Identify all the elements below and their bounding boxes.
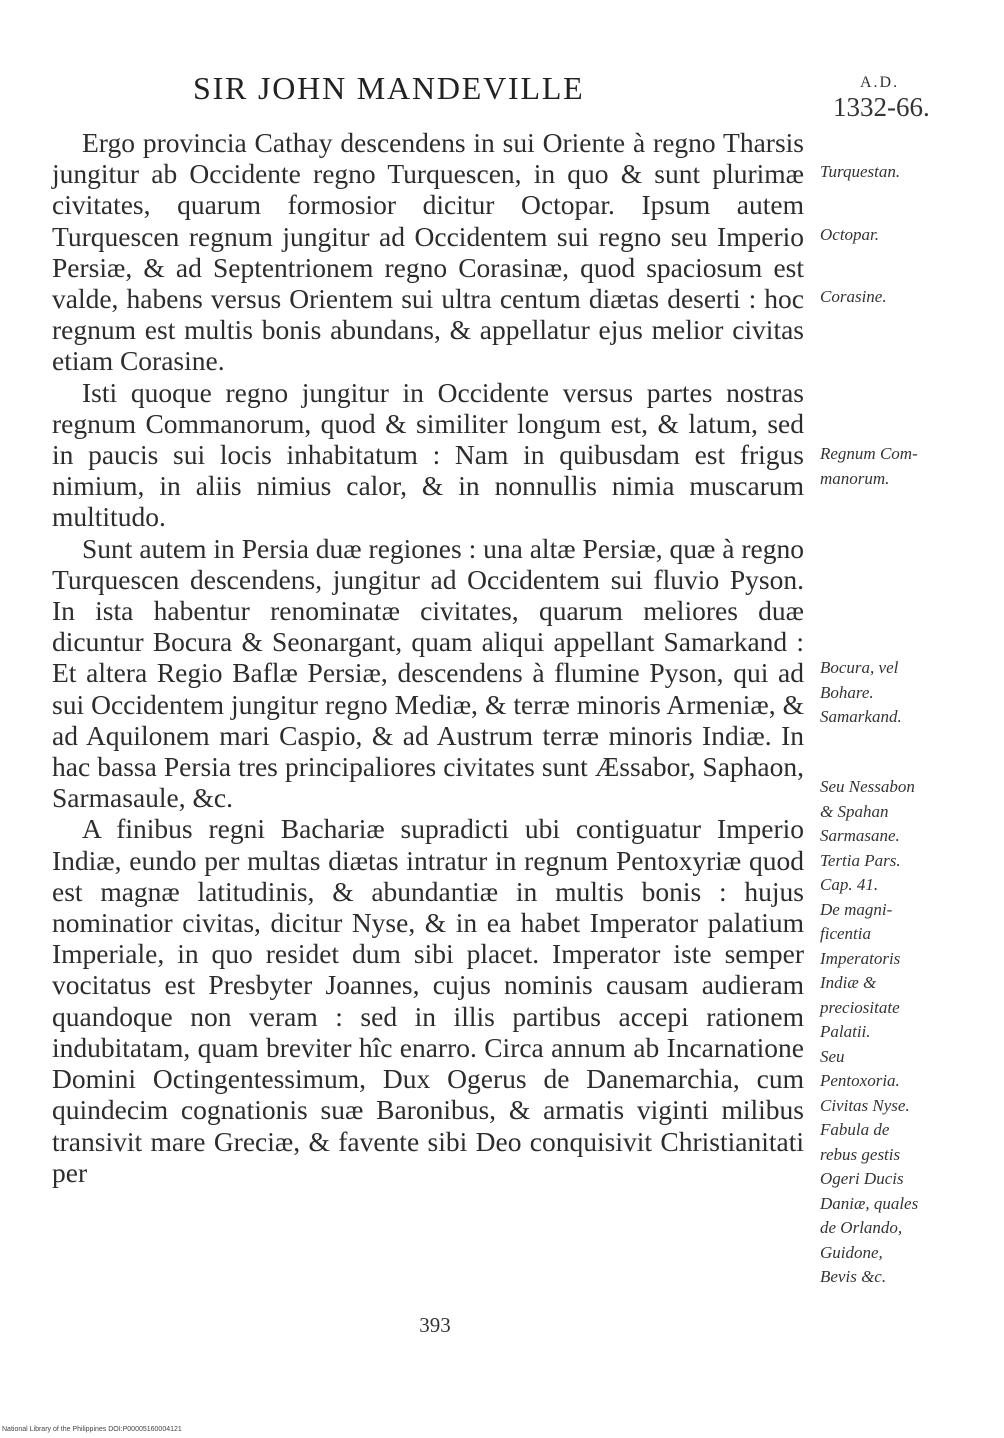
paragraph-cathay: Ergo provincia Cathay descendens in sui Oriente à regno Tharsis jungitur ab Occidente regno Turquescen, in quo & sunt plurimæ civitates, quarum formosior dicitur Octopar. Ipsum autem Turquescen regnum jungitur ad Occidentem sui regno seu Imperio Persiæ, & ad Septentrionem regno Corasinæ, quod spaciosum est valde, habens versus Orientem sui ultra centum diætas deserti : hoc regnum est multis bonis abundans, & appellatur ejus melior civitas etiam Corasine. xyxy=(52,127,804,377)
margin-note-nessabon: Seu Nessabon & Spahan Sarmasane. Tertia Pars. Cap. 41. De magni- ficentia Imperatoris Indiæ & preciositate Palatii. Seu Pentoxoria. Civitas Nyse. Fabula de rebus gestis Ogeri Ducis Daniæ, quales de Orlando, Guidone, Bevis &c. xyxy=(820,777,919,1286)
paragraph-india: A finibus regni Bachariæ supradicti ubi contiguatur Imperio Indiæ, eundo per multas diætas intratur in regnum Pentoxyriæ quod est magnæ latitudinis, & abundantiæ in multis bonis : hujus nominatior civitas, dicitur Nyse, & in ea habet Imperator palatium Imperiale, in quo residet dum sibi placet. Imperator iste semper vocitatus est Presbyter Joannes, cujus nominis causam audieram quandoque non veram : sed in illis partibus accepi rationem indubitatam, quam breviter hîc enarro. Circa annum ab Incarnatione Domini Octingentessimum, Dux Ogerus de Danemarchia, cum quindecim cognationis suæ Baronibus, & armatis viginti milibus transivit mare Greciæ, & favente sibi Deo conquisivit Christianitati per xyxy=(52,813,804,1188)
margin-note-turquestan: Turquestan. xyxy=(820,162,901,181)
margin-note-corasine: Corasine. xyxy=(820,287,887,306)
page-header xyxy=(0,70,1004,130)
paragraph-commanorum: Isti quoque regno jungitur in Occidente versus partes nostras regnum Commanorum, quod & similiter longum est, & latum, sed in paucis sui locis inhabitatum : Nam in quibusdam est frigus nimium, in aliis nimius calor, & in nonnullis nimia muscarum multitudo. xyxy=(52,376,804,533)
era-label: A.D. xyxy=(860,74,900,91)
margin-note-commanorum: Regnum Com- manorum. xyxy=(820,444,918,488)
scan-credit: National Library of the Philippines DOI:P00005160004121 xyxy=(2,1426,182,1433)
margin-note-bocura: Bocura, vel Bohare. Samarkand. xyxy=(820,658,902,726)
margin-note-octopar: Octopar. xyxy=(820,225,880,244)
era-years: 1332-66. xyxy=(833,92,930,122)
main-text xyxy=(52,127,804,1188)
paragraph-persia: Sunt autem in Persia duæ regiones : una altæ Persiæ, quæ à regno Turquescen descendens, jungitur ad Occidentem sui fluvio Pyson. In ista habentur renominatæ civitates, quarum meliores duæ dicuntur Bocura & Seonargant, quam aliqui appellant Samarkand : Et altera Regio Baflæ Persiæ, descendens à flumine Pyson, qui ad sui Occidentem jungitur regno Mediæ, & terræ minoris Armeniæ, & ad Aquilonem mari Caspio, & ad Austrum terræ minoris Indiæ. In hac bassa Persia tres principaliores civitates sunt Æssabor, Saphaon, Sarmasaule, &c. xyxy=(52,532,804,814)
running-title: SIR JOHN MANDEVILLE xyxy=(193,70,585,106)
page-number: 393 xyxy=(419,1313,451,1337)
